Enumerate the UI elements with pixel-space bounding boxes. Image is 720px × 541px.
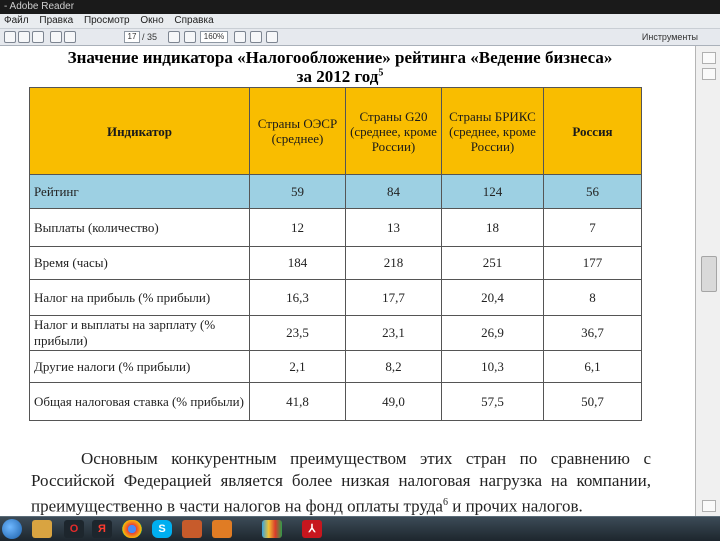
doc-title-line2 bbox=[0, 67, 680, 87]
paragraph-text: Основным конкурентным преимуществом этих стран по сравнению с Российской Федерацией является более низкая налоговая нагрузка на компании, преимущественно в части налогов на фонд оплаты труда bbox=[31, 449, 651, 516]
gallery-icon[interactable] bbox=[182, 520, 202, 538]
page-total: / 35 bbox=[142, 32, 158, 42]
print-icon[interactable] bbox=[18, 31, 30, 43]
row-label: Другие налоги (% прибыли) bbox=[30, 351, 250, 383]
cell-oecd: 2,1 bbox=[250, 351, 346, 383]
col-header-russia: Россия bbox=[544, 88, 642, 175]
cell-g20: 84 bbox=[346, 175, 442, 209]
col-header-oecd: Страны ОЭСР (среднее) bbox=[250, 88, 346, 175]
yandex-icon[interactable]: Я bbox=[92, 520, 112, 538]
cell-g20: 218 bbox=[346, 247, 442, 280]
cell-oecd: 23,5 bbox=[250, 316, 346, 351]
cell-g20: 23,1 bbox=[346, 316, 442, 351]
panel-toggle-icon[interactable] bbox=[702, 68, 716, 80]
cell-brics: 251 bbox=[442, 247, 544, 280]
open-icon[interactable] bbox=[4, 31, 16, 43]
cell-russia: 50,7 bbox=[544, 383, 642, 421]
tools-button[interactable]: Инструменты bbox=[641, 32, 698, 42]
cell-russia: 6,1 bbox=[544, 351, 642, 383]
cell-g20: 17,7 bbox=[346, 280, 442, 316]
cell-russia: 8 bbox=[544, 280, 642, 316]
cell-brics: 57,5 bbox=[442, 383, 544, 421]
zoom-in-icon[interactable] bbox=[184, 31, 196, 43]
menu-help[interactable]: Справка bbox=[174, 15, 214, 26]
cell-brics: 18 bbox=[442, 209, 544, 247]
cell-oecd: 184 bbox=[250, 247, 346, 280]
body-paragraph bbox=[31, 448, 651, 516]
col-header-indicator: Индикатор bbox=[30, 88, 250, 175]
opera-icon[interactable]: O bbox=[64, 520, 84, 538]
table-row bbox=[30, 209, 642, 247]
window-title: - Adobe Reader bbox=[4, 1, 75, 12]
cell-russia: 7 bbox=[544, 209, 642, 247]
menu-window[interactable]: Окно bbox=[140, 15, 164, 26]
cell-brics: 20,4 bbox=[442, 280, 544, 316]
media-player-icon[interactable] bbox=[212, 520, 232, 538]
doc-title-line1: Значение индикатора «Налогообложение» рейтинга «Ведение бизнеса» bbox=[67, 48, 613, 67]
cell-g20: 49,0 bbox=[346, 383, 442, 421]
paragraph-footnote: 6 bbox=[442, 497, 448, 508]
explorer-icon[interactable] bbox=[32, 520, 52, 538]
prev-page-icon[interactable] bbox=[50, 31, 62, 43]
document-view bbox=[0, 46, 693, 516]
row-label: Время (часы) bbox=[30, 247, 250, 280]
row-label: Налог на прибыль (% прибыли) bbox=[30, 280, 250, 316]
col-header-brics: Страны БРИКС (среднее, кроме России) bbox=[442, 88, 544, 175]
row-label: Рейтинг bbox=[30, 175, 250, 209]
taskbar bbox=[0, 516, 720, 541]
table-row bbox=[30, 383, 642, 421]
cell-russia: 56 bbox=[544, 175, 642, 209]
table-row bbox=[30, 175, 642, 209]
menu-bar bbox=[0, 14, 720, 29]
cell-brics: 124 bbox=[442, 175, 544, 209]
email-icon[interactable] bbox=[32, 31, 44, 43]
skype-icon[interactable]: S bbox=[152, 520, 172, 538]
paragraph-text-end: и прочих налогов. bbox=[447, 496, 583, 516]
tax-table bbox=[29, 87, 642, 421]
toolbar bbox=[0, 29, 720, 46]
scroll-down-icon[interactable] bbox=[702, 500, 716, 512]
cell-brics: 26,9 bbox=[442, 316, 544, 351]
doc-title-footnote: 5 bbox=[378, 67, 384, 79]
cell-g20: 8,2 bbox=[346, 351, 442, 383]
cell-oecd: 41,8 bbox=[250, 383, 346, 421]
cell-oecd: 16,3 bbox=[250, 280, 346, 316]
table-row bbox=[30, 316, 642, 351]
zoom-out-icon[interactable] bbox=[168, 31, 180, 43]
col-header-g20: Страны G20 (среднее, кроме России) bbox=[346, 88, 442, 175]
menu-file[interactable]: Файл bbox=[4, 15, 29, 26]
chrome-icon[interactable] bbox=[122, 520, 142, 538]
row-label: Выплаты (количество) bbox=[30, 209, 250, 247]
cell-oecd: 59 bbox=[250, 175, 346, 209]
table-header-row bbox=[30, 88, 642, 175]
pdf-icon[interactable]: ⅄ bbox=[302, 520, 322, 538]
cell-oecd: 12 bbox=[250, 209, 346, 247]
comment-icon[interactable] bbox=[266, 31, 278, 43]
start-button[interactable] bbox=[2, 519, 22, 539]
next-page-icon[interactable] bbox=[64, 31, 76, 43]
reader-icon[interactable] bbox=[262, 520, 282, 538]
row-label: Налог и выплаты на зарплату (% прибыли) bbox=[30, 316, 250, 351]
menu-edit[interactable]: Правка bbox=[39, 15, 74, 26]
fit-width-icon[interactable] bbox=[250, 31, 262, 43]
cell-russia: 177 bbox=[544, 247, 642, 280]
table-row bbox=[30, 247, 642, 280]
doc-title-year: за 2012 год bbox=[296, 67, 379, 86]
fit-page-icon[interactable] bbox=[234, 31, 246, 43]
menu-view[interactable]: Просмотр bbox=[83, 15, 130, 26]
table-row bbox=[30, 351, 642, 383]
scroll-up-icon[interactable] bbox=[702, 52, 716, 64]
page-number-input[interactable]: 17 bbox=[124, 31, 140, 43]
cell-russia: 36,7 bbox=[544, 316, 642, 351]
vertical-scrollbar[interactable] bbox=[695, 46, 720, 516]
zoom-field[interactable]: 160% bbox=[200, 31, 228, 43]
cell-brics: 10,3 bbox=[442, 351, 544, 383]
row-label: Общая налоговая ставка (% прибыли) bbox=[30, 383, 250, 421]
scroll-thumb[interactable] bbox=[701, 256, 717, 292]
title-bar bbox=[0, 0, 720, 14]
table-row bbox=[30, 280, 642, 316]
cell-g20: 13 bbox=[346, 209, 442, 247]
